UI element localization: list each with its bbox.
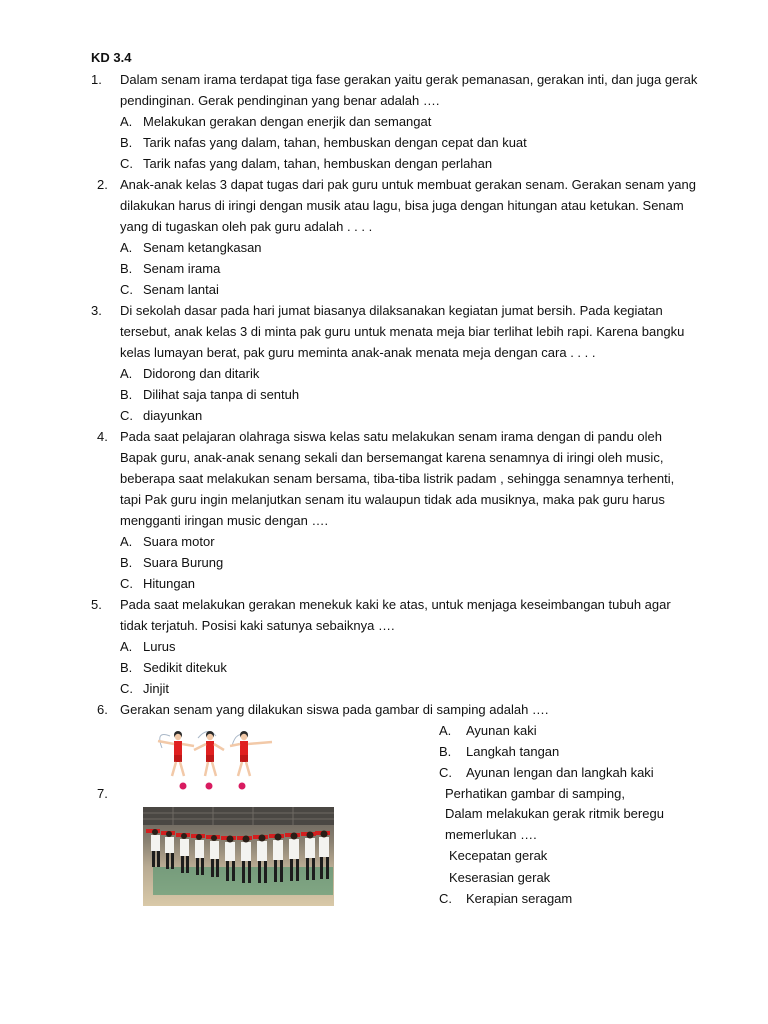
option-letter: C. — [120, 576, 133, 591]
group-gymnastics-photo — [143, 807, 334, 906]
question-number: 3. — [91, 303, 102, 318]
question-text-line: kelas lumayan berat, pak guru meminta anak-anak menata meja dengan cara . . . . — [120, 345, 596, 360]
option-letter: A. — [120, 366, 133, 381]
question-number: 5. — [91, 597, 102, 612]
child-figure-1 — [158, 731, 194, 776]
option-letter: C. — [439, 765, 452, 780]
option-text: Jinjit — [143, 681, 170, 696]
question-text-line: tersebut, anak kelas 3 di minta pak guru untuk menata meja biar terlihat lebih rapi. Karena bangku — [120, 324, 685, 339]
option-text: Sedikit ditekuk — [143, 660, 227, 675]
question-text-line: tidak terjatuh. Posisi kaki satunya sebaiknya …. — [120, 618, 395, 633]
option-letter: A. — [120, 639, 133, 654]
question-text-line: Pada saat melakukan gerakan menekuk kaki ke atas, untuk menjaga keseimbangan tubuh agar — [120, 597, 671, 612]
option-text: Ayunan lengan dan langkah kaki — [466, 765, 654, 780]
question-text-line: Gerakan senam yang dilakukan siswa pada gambar di samping adalah …. — [120, 702, 549, 717]
question-text-line: memerlukan …. — [445, 827, 537, 842]
question-number: 6. — [97, 702, 108, 717]
option-text: diayunkan — [143, 408, 203, 423]
child-figure-3 — [230, 731, 272, 776]
question-text-line: Bapak guru, anak-anak senang sekali dan bersemangat karena senamnya di iringi oleh music, — [120, 450, 664, 465]
option-letter: B. — [120, 555, 133, 570]
option-letter: B. — [439, 744, 452, 759]
option-text: Senam irama — [143, 261, 221, 276]
option-text: Tarik nafas yang dalam, tahan, hembuskan dengan cepat dan kuat — [143, 135, 527, 150]
option-letter: C. — [439, 891, 452, 906]
question-text-line: Dalam senam irama terdapat tiga fase gerakan yaitu gerak pemanasan, gerakan inti, dan juga gerak — [120, 72, 698, 87]
option-text: Suara Burung — [143, 555, 224, 570]
option-text: Senam ketangkasan — [143, 240, 262, 255]
option-text: Hitungan — [143, 576, 196, 591]
page-heading: KD 3.4 — [91, 50, 132, 65]
option-text: Kerapian seragam — [466, 891, 573, 906]
question-number: 2. — [97, 177, 108, 192]
option-text: Langkah tangan — [466, 744, 560, 759]
question-text-line: tapi Pak guru ingin melanjutkan senam itu walaupun tidak ada musiknya, maka pak guru harus — [120, 492, 665, 507]
option-letter: B. — [120, 660, 133, 675]
question-text-line: beberapa saat melakukan senam bersama, tiba-tiba listrik padam , sehingga senamnya terhenti, — [120, 471, 675, 486]
child-figure-2 — [194, 731, 224, 776]
step-markers — [180, 783, 246, 790]
question-text-line: Dalam melakukan gerak ritmik beregu — [445, 806, 664, 821]
option-letter: C. — [120, 156, 133, 171]
option-letter: A. — [120, 534, 133, 549]
option-text: Kecepatan gerak — [449, 848, 548, 863]
option-letter: A. — [120, 114, 133, 129]
question-number: 7. — [97, 786, 108, 801]
question-text-line: Pada saat pelajaran olahraga siswa kelas satu melakukan senam irama dengan di pandu oleh — [120, 429, 663, 444]
option-text: Melakukan gerakan dengan enerjik dan semangat — [143, 114, 432, 129]
option-text: Tarik nafas yang dalam, tahan, hembuskan dengan perlahan — [143, 156, 493, 171]
option-letter: B. — [120, 387, 133, 402]
option-text: Keserasian gerak — [449, 870, 551, 885]
question-text-line: Anak-anak kelas 3 dapat tugas dari pak guru untuk membuat gerakan senam. Gerakan senam yang — [120, 177, 696, 192]
option-text: Senam lantai — [143, 282, 219, 297]
question-text-line: mengganti iringan music dengan …. — [120, 513, 329, 528]
question-text-line: pendinginan. Gerak pendinginan yang benar adalah …. — [120, 93, 440, 108]
option-letter: C. — [120, 408, 133, 423]
exercise-illustration — [150, 726, 280, 792]
option-text: Dilihat saja tanpa di sentuh — [143, 387, 300, 402]
option-text: Ayunan kaki — [466, 723, 537, 738]
option-letter: B. — [120, 261, 133, 276]
option-letter: A. — [439, 723, 452, 738]
option-text: Suara motor — [143, 534, 215, 549]
question-text-line: dilakukan harus di iringi dengan musik atau lagu, bisa juga dengan hitungan atau ketukan. Senam — [120, 198, 684, 213]
option-letter: C. — [120, 681, 133, 696]
question-text-line: yang di tugaskan oleh pak guru adalah . . . . — [120, 219, 373, 234]
question-number: 4. — [97, 429, 108, 444]
option-letter: C. — [120, 282, 133, 297]
option-letter: B. — [120, 135, 133, 150]
option-text: Didorong dan ditarik — [143, 366, 260, 381]
option-letter: A. — [120, 240, 133, 255]
question-text-line: Di sekolah dasar pada hari jumat biasanya dilaksanakan kegiatan jumat bersih. Pada kegiatan — [120, 303, 663, 318]
option-text: Lurus — [143, 639, 176, 654]
question-number: 1. — [91, 72, 102, 87]
question-text-line: Perhatikan gambar di samping, — [445, 786, 625, 801]
